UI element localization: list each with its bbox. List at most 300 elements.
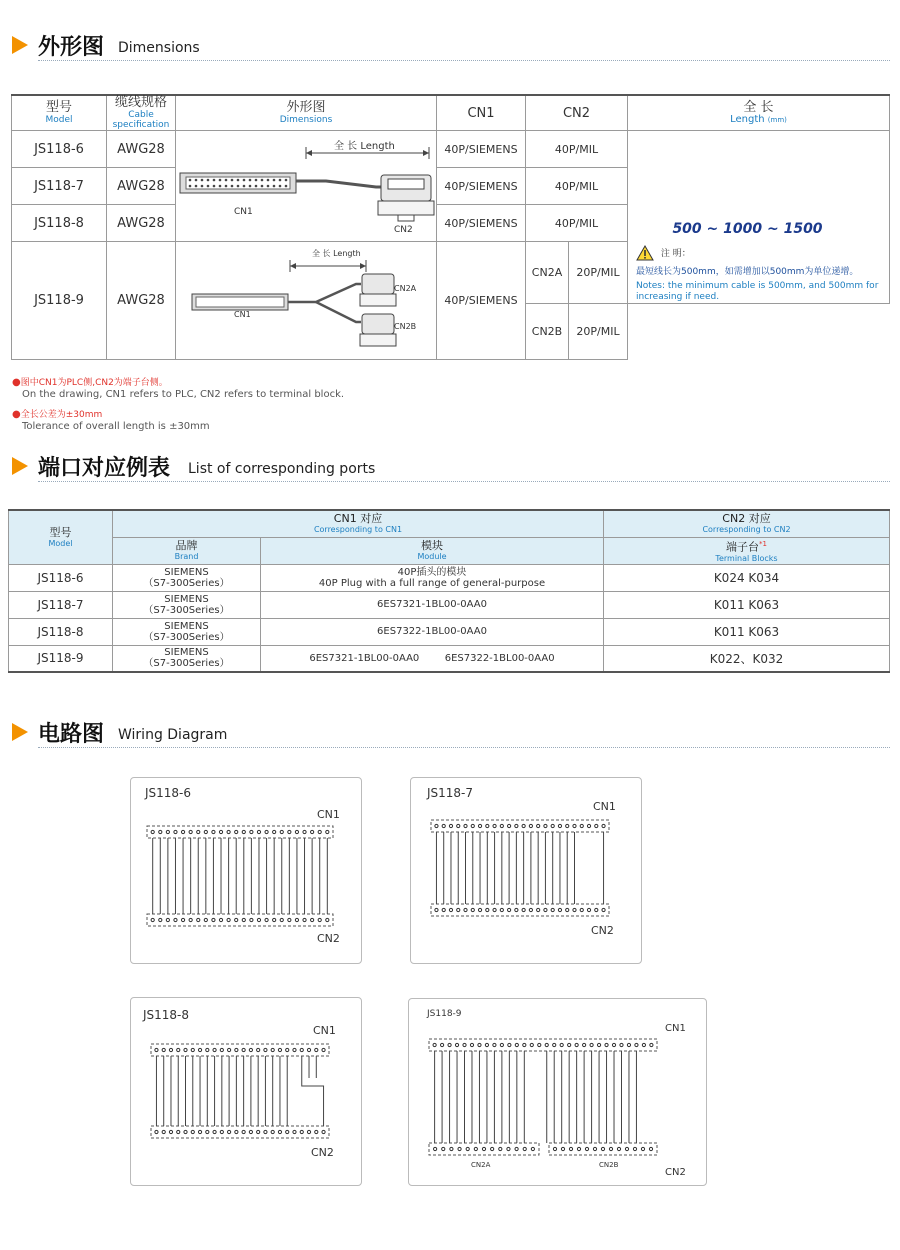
pin — [242, 918, 245, 921]
pin — [198, 1048, 201, 1051]
pin — [318, 830, 321, 833]
pin — [470, 1043, 473, 1046]
pin — [315, 1130, 318, 1133]
pin — [561, 1147, 564, 1150]
pin — [471, 824, 474, 827]
pin — [280, 830, 283, 833]
connector-outline — [151, 1044, 329, 1056]
length-cell — [628, 131, 890, 304]
wiring-cn2a-label: CN2A — [471, 1161, 491, 1169]
pin — [435, 908, 438, 911]
model-cell: JS118-6 — [12, 131, 107, 168]
note-item: ●图中CN1为PLC侧,CN2为端子台侧。 — [12, 377, 168, 388]
pin — [575, 1043, 578, 1046]
pin — [573, 824, 576, 827]
table-row — [12, 131, 890, 168]
pin — [649, 1147, 652, 1150]
wiring-model-label: JS118-7 — [427, 786, 474, 800]
header-length: 全 长 Length (mm) — [628, 95, 890, 131]
pin — [181, 918, 184, 921]
pin — [162, 1048, 165, 1051]
pin — [482, 1147, 485, 1150]
pin — [448, 1043, 451, 1046]
pin — [593, 1147, 596, 1150]
pin — [235, 1130, 238, 1133]
cn2a-label: CN2A — [394, 284, 417, 293]
pin — [508, 824, 511, 827]
pin — [583, 1043, 586, 1046]
pin — [515, 1043, 518, 1046]
pin — [633, 1147, 636, 1150]
pin — [585, 1147, 588, 1150]
pin — [184, 1130, 187, 1133]
dimension-drawing-cell-2 — [176, 242, 437, 360]
divider — [38, 481, 890, 482]
pin — [580, 908, 583, 911]
pin — [568, 1043, 571, 1046]
pin — [174, 918, 177, 921]
pin — [538, 1043, 541, 1046]
pin — [529, 824, 532, 827]
wire-line — [302, 1056, 324, 1126]
pin — [442, 908, 445, 911]
pin — [174, 830, 177, 833]
pin — [184, 1048, 187, 1051]
wiring-model-label: JS118-8 — [143, 1008, 190, 1022]
section-title-en: Wiring Diagram — [118, 727, 228, 743]
pin — [478, 1043, 481, 1046]
pin — [587, 908, 590, 911]
header-cable: 缆线规格 Cable specification — [107, 95, 176, 131]
cn2-cell: 40P/MIL — [526, 168, 628, 205]
pin — [573, 908, 576, 911]
pin — [159, 830, 162, 833]
wiring-cn2-label: CN2 — [591, 924, 614, 937]
pin — [322, 1130, 325, 1133]
pin — [265, 918, 268, 921]
wiring-diagram — [409, 999, 706, 1185]
wiring-cn2-label: CN2 — [665, 1167, 686, 1178]
pin — [500, 824, 503, 827]
connector-outline — [147, 826, 333, 838]
pin — [206, 1130, 209, 1133]
cn2-cell: 40P/MIL — [526, 131, 628, 168]
header-cn1: CN1 — [437, 95, 526, 131]
cable-cell: AWG28 — [107, 242, 176, 360]
pin — [595, 824, 598, 827]
header-module: 模块 Module — [261, 537, 604, 564]
pin — [531, 1147, 534, 1150]
pin — [293, 1048, 296, 1051]
pin — [235, 918, 238, 921]
pin — [307, 1048, 310, 1051]
pin — [515, 824, 518, 827]
pin — [242, 1048, 245, 1051]
pin — [198, 1130, 201, 1133]
note-en: On the drawing, CN1 refers to PLC, CN2 refers to terminal block. — [22, 389, 345, 400]
pin — [635, 1043, 638, 1046]
pin — [169, 1048, 172, 1051]
cn2b-cell: 20P/MIL — [569, 304, 628, 360]
pin — [286, 1048, 289, 1051]
cable-cell: AWG28 — [107, 131, 176, 168]
pin — [442, 1147, 445, 1150]
wiring-cn2b-label: CN2B — [599, 1161, 619, 1169]
pin — [558, 908, 561, 911]
connector-outline — [429, 1143, 539, 1155]
pin — [545, 1043, 548, 1046]
pin — [449, 824, 452, 827]
pin — [151, 830, 154, 833]
table-row: JS118-8 SIEMENS （S7-300Series） 6ES7322-1BL00-0AA0 K011 K063 — [9, 618, 890, 645]
pin — [213, 1048, 216, 1051]
pin — [474, 1147, 477, 1150]
arrow-icon — [12, 723, 28, 741]
arrow-icon — [12, 36, 28, 54]
pin — [303, 830, 306, 833]
pin — [257, 830, 260, 833]
pin — [587, 824, 590, 827]
connector-outline — [431, 904, 609, 916]
pin — [508, 1043, 511, 1046]
pin — [219, 918, 222, 921]
pin — [293, 1130, 296, 1133]
pin — [249, 1130, 252, 1133]
pin — [189, 918, 192, 921]
cn2b-label-cell: CN2B — [526, 304, 569, 360]
model-cell: JS118-7 — [12, 168, 107, 205]
pin — [434, 1147, 437, 1150]
pin — [627, 1043, 630, 1046]
pin — [242, 830, 245, 833]
pin — [499, 1147, 502, 1150]
section-title-cn: 外形图 — [38, 35, 105, 60]
pin — [264, 1130, 267, 1133]
pin — [257, 918, 260, 921]
pin — [601, 1147, 604, 1150]
pin — [162, 1130, 165, 1133]
pin — [641, 1147, 644, 1150]
cable-cell: AWG28 — [107, 168, 176, 205]
warning-icon — [636, 245, 654, 261]
pin — [288, 918, 291, 921]
pin — [491, 1147, 494, 1150]
wiring-cn1-label: CN1 — [593, 800, 616, 813]
cn1-cell: 40P/SIEMENS — [437, 131, 526, 168]
section-title-cn: 端口对应例表 — [38, 456, 171, 481]
pin — [242, 1130, 245, 1133]
pin — [590, 1043, 593, 1046]
pin — [493, 824, 496, 827]
pin — [286, 1130, 289, 1133]
pin — [326, 830, 329, 833]
pin — [650, 1043, 653, 1046]
pin — [566, 908, 569, 911]
pin — [273, 918, 276, 921]
pin — [249, 1048, 252, 1051]
pin — [464, 908, 467, 911]
pin — [159, 918, 162, 921]
pin — [228, 1048, 231, 1051]
pin — [457, 908, 460, 911]
pin — [204, 830, 207, 833]
pin — [500, 1043, 503, 1046]
header-cn2: CN2 对应 Corresponding to CN2 — [604, 510, 890, 537]
pin — [295, 918, 298, 921]
pin — [569, 1147, 572, 1150]
pin — [307, 1130, 310, 1133]
pin — [507, 1147, 510, 1150]
pin — [212, 918, 215, 921]
divider — [38, 747, 890, 748]
cn1-cell: 40P/SIEMENS — [437, 205, 526, 242]
dimension-drawing-cell — [176, 131, 437, 242]
pin — [537, 824, 540, 827]
table-row: JS118-7 SIEMENS （S7-300Series） 6ES7321-1BL00-0AA0 K011 K063 — [9, 591, 890, 618]
connector-outline — [549, 1143, 657, 1155]
header-dimensions: 外形图 Dimensions — [176, 95, 437, 131]
pin — [311, 918, 314, 921]
pin — [278, 1130, 281, 1133]
header-model: 型号 Model — [12, 95, 107, 131]
note-zh: 最短线长为500mm，如需增加以500mm为单位递增。 — [636, 267, 859, 277]
pin — [486, 824, 489, 827]
pin — [493, 908, 496, 911]
pin — [288, 830, 291, 833]
header-cn1: CN1 对应 Corresponding to CN1 — [113, 510, 604, 537]
pin — [522, 908, 525, 911]
note-en: Notes: the minimum cable is 500mm, and 500mm for increasing if need. — [636, 281, 879, 302]
wiring-model-label: JS118-6 — [145, 786, 192, 800]
pin — [455, 1043, 458, 1046]
table-row: JS118-6 SIEMENS （S7-300Series） 40P插头的模块 40P Plug with a full range of general-purpose K024 K034 — [9, 564, 890, 591]
pin — [219, 830, 222, 833]
cn2-cell: 40P/MIL — [526, 205, 628, 242]
pin — [435, 824, 438, 827]
cn2a-label-cell: CN2A — [526, 242, 569, 304]
pin — [609, 1147, 612, 1150]
pin — [300, 1048, 303, 1051]
header-terminal-blocks: 端子台$^{*1}$ Terminal Blocks — [604, 537, 890, 564]
header-model: 型号 Model — [9, 510, 113, 564]
pin — [280, 918, 283, 921]
wiring-cn2-label: CN2 — [317, 932, 340, 945]
pin — [318, 918, 321, 921]
pin — [515, 1147, 518, 1150]
pin — [450, 1147, 453, 1150]
pin — [566, 824, 569, 827]
pin — [625, 1147, 628, 1150]
pin — [191, 1130, 194, 1133]
pin — [303, 918, 306, 921]
pin — [227, 830, 230, 833]
pin — [642, 1043, 645, 1046]
pin — [508, 908, 511, 911]
pin — [250, 918, 253, 921]
cn1-cell: 40P/SIEMENS — [437, 242, 526, 360]
pin — [558, 824, 561, 827]
pin — [617, 1147, 620, 1150]
pin — [257, 1048, 260, 1051]
pin — [605, 1043, 608, 1046]
pin — [551, 908, 554, 911]
pin — [442, 824, 445, 827]
pin — [612, 1043, 615, 1046]
pin — [300, 1130, 303, 1133]
connector-outline — [147, 914, 333, 926]
pin — [169, 1130, 172, 1133]
pin — [500, 908, 503, 911]
pin — [530, 1043, 533, 1046]
model-cell: JS118-9 — [12, 242, 107, 360]
cn2b-label: CN2B — [394, 322, 417, 331]
pin — [478, 908, 481, 911]
pin — [177, 1048, 180, 1051]
pin — [595, 908, 598, 911]
pin — [250, 830, 253, 833]
pin — [264, 1048, 267, 1051]
header-cn2: CN2 — [526, 95, 628, 131]
ports-table — [8, 509, 890, 673]
pin — [315, 1048, 318, 1051]
cn2a-cell: 20P/MIL — [569, 242, 628, 304]
pin — [228, 1130, 231, 1133]
section-title-cn: 电路图 — [38, 722, 105, 747]
wiring-model-label: JS118-9 — [427, 1009, 462, 1019]
pin — [197, 918, 200, 921]
pin — [191, 1048, 194, 1051]
connector-outline — [431, 820, 609, 832]
pin — [278, 1048, 281, 1051]
pin — [271, 1048, 274, 1051]
pin — [464, 824, 467, 827]
pin — [515, 908, 518, 911]
wiring-box-js118-8 — [130, 997, 362, 1186]
pin — [220, 1130, 223, 1133]
pin — [551, 824, 554, 827]
wiring-box-js118-6 — [130, 777, 362, 964]
notes — [12, 370, 344, 432]
section-title-en: Dimensions — [118, 40, 200, 56]
length-label: 全 长 Length — [334, 141, 395, 152]
pin — [235, 830, 238, 833]
pin — [493, 1043, 496, 1046]
pin — [311, 830, 314, 833]
cn1-cell: 40P/SIEMENS — [437, 168, 526, 205]
pin — [440, 1043, 443, 1046]
pin — [620, 1043, 623, 1046]
pin — [458, 1147, 461, 1150]
pin — [295, 830, 298, 833]
pin — [485, 1043, 488, 1046]
pin — [227, 918, 230, 921]
pin — [602, 824, 605, 827]
connector-outline — [151, 1126, 329, 1138]
pin — [265, 830, 268, 833]
wiring-box-js118-9 — [408, 998, 707, 1186]
pin — [177, 1130, 180, 1133]
length-label: 全 长 Length — [312, 249, 361, 258]
wiring-cn2-label: CN2 — [311, 1146, 334, 1159]
table-row: JS118-9 SIEMENS （S7-300Series） 6ES7321-1BL00-0AA0 6ES7322-1BL00-0AA0 K022、K032 — [9, 645, 890, 672]
arrow-icon — [12, 457, 28, 475]
pin — [529, 908, 532, 911]
pin — [577, 1147, 580, 1150]
note-item: ●全长公差为±30mm — [12, 409, 103, 420]
pin — [155, 1130, 158, 1133]
pin — [486, 908, 489, 911]
pin — [449, 908, 452, 911]
pin — [155, 1048, 158, 1051]
pin — [189, 830, 192, 833]
note-en: Tolerance of overall length is ±30mm — [22, 421, 210, 432]
pin — [206, 1048, 209, 1051]
pin — [322, 1048, 325, 1051]
pin — [580, 824, 583, 827]
cn1-label: CN1 — [234, 310, 251, 319]
pin — [257, 1130, 260, 1133]
pin — [544, 908, 547, 911]
pin — [463, 1043, 466, 1046]
pin — [213, 1130, 216, 1133]
pin — [522, 824, 525, 827]
pin — [326, 918, 329, 921]
wiring-cn1-label: CN1 — [317, 808, 340, 821]
wiring-cn1-label: CN1 — [313, 1024, 336, 1037]
pin — [273, 830, 276, 833]
wiring-box-js118-7 — [410, 777, 642, 964]
cable-cell: AWG28 — [107, 205, 176, 242]
pin — [457, 824, 460, 827]
pin — [537, 908, 540, 911]
pin — [553, 1147, 556, 1150]
model-cell: JS118-8 — [12, 205, 107, 242]
pin — [466, 1147, 469, 1150]
y-cable-drawing — [176, 246, 436, 356]
divider — [38, 60, 890, 61]
cn1-label: CN1 — [234, 207, 253, 217]
pin — [271, 1130, 274, 1133]
pin — [433, 1043, 436, 1046]
pin — [151, 918, 154, 921]
pin — [553, 1043, 556, 1046]
pin — [212, 830, 215, 833]
cn2-label: CN2 — [394, 225, 413, 235]
pin — [523, 1147, 526, 1150]
pin — [544, 824, 547, 827]
pin — [204, 918, 207, 921]
pin — [597, 1043, 600, 1046]
length-values: 500 ~ 1000 ~ 1500 — [672, 221, 823, 237]
pin — [220, 1048, 223, 1051]
wiring-cn1-label: CN1 — [665, 1023, 686, 1034]
section-title-en: List of corresponding ports — [188, 461, 376, 477]
header-brand: 品牌 Brand — [113, 537, 261, 564]
pin — [523, 1043, 526, 1046]
pin — [181, 830, 184, 833]
dimensions-table — [11, 94, 890, 360]
note-label: 注 明： — [660, 248, 691, 259]
pin — [471, 908, 474, 911]
pin — [166, 830, 169, 833]
pin — [197, 830, 200, 833]
pin — [602, 908, 605, 911]
note-label-row — [636, 245, 889, 261]
pin — [478, 824, 481, 827]
pin — [235, 1048, 238, 1051]
pin — [560, 1043, 563, 1046]
pin — [166, 918, 169, 921]
